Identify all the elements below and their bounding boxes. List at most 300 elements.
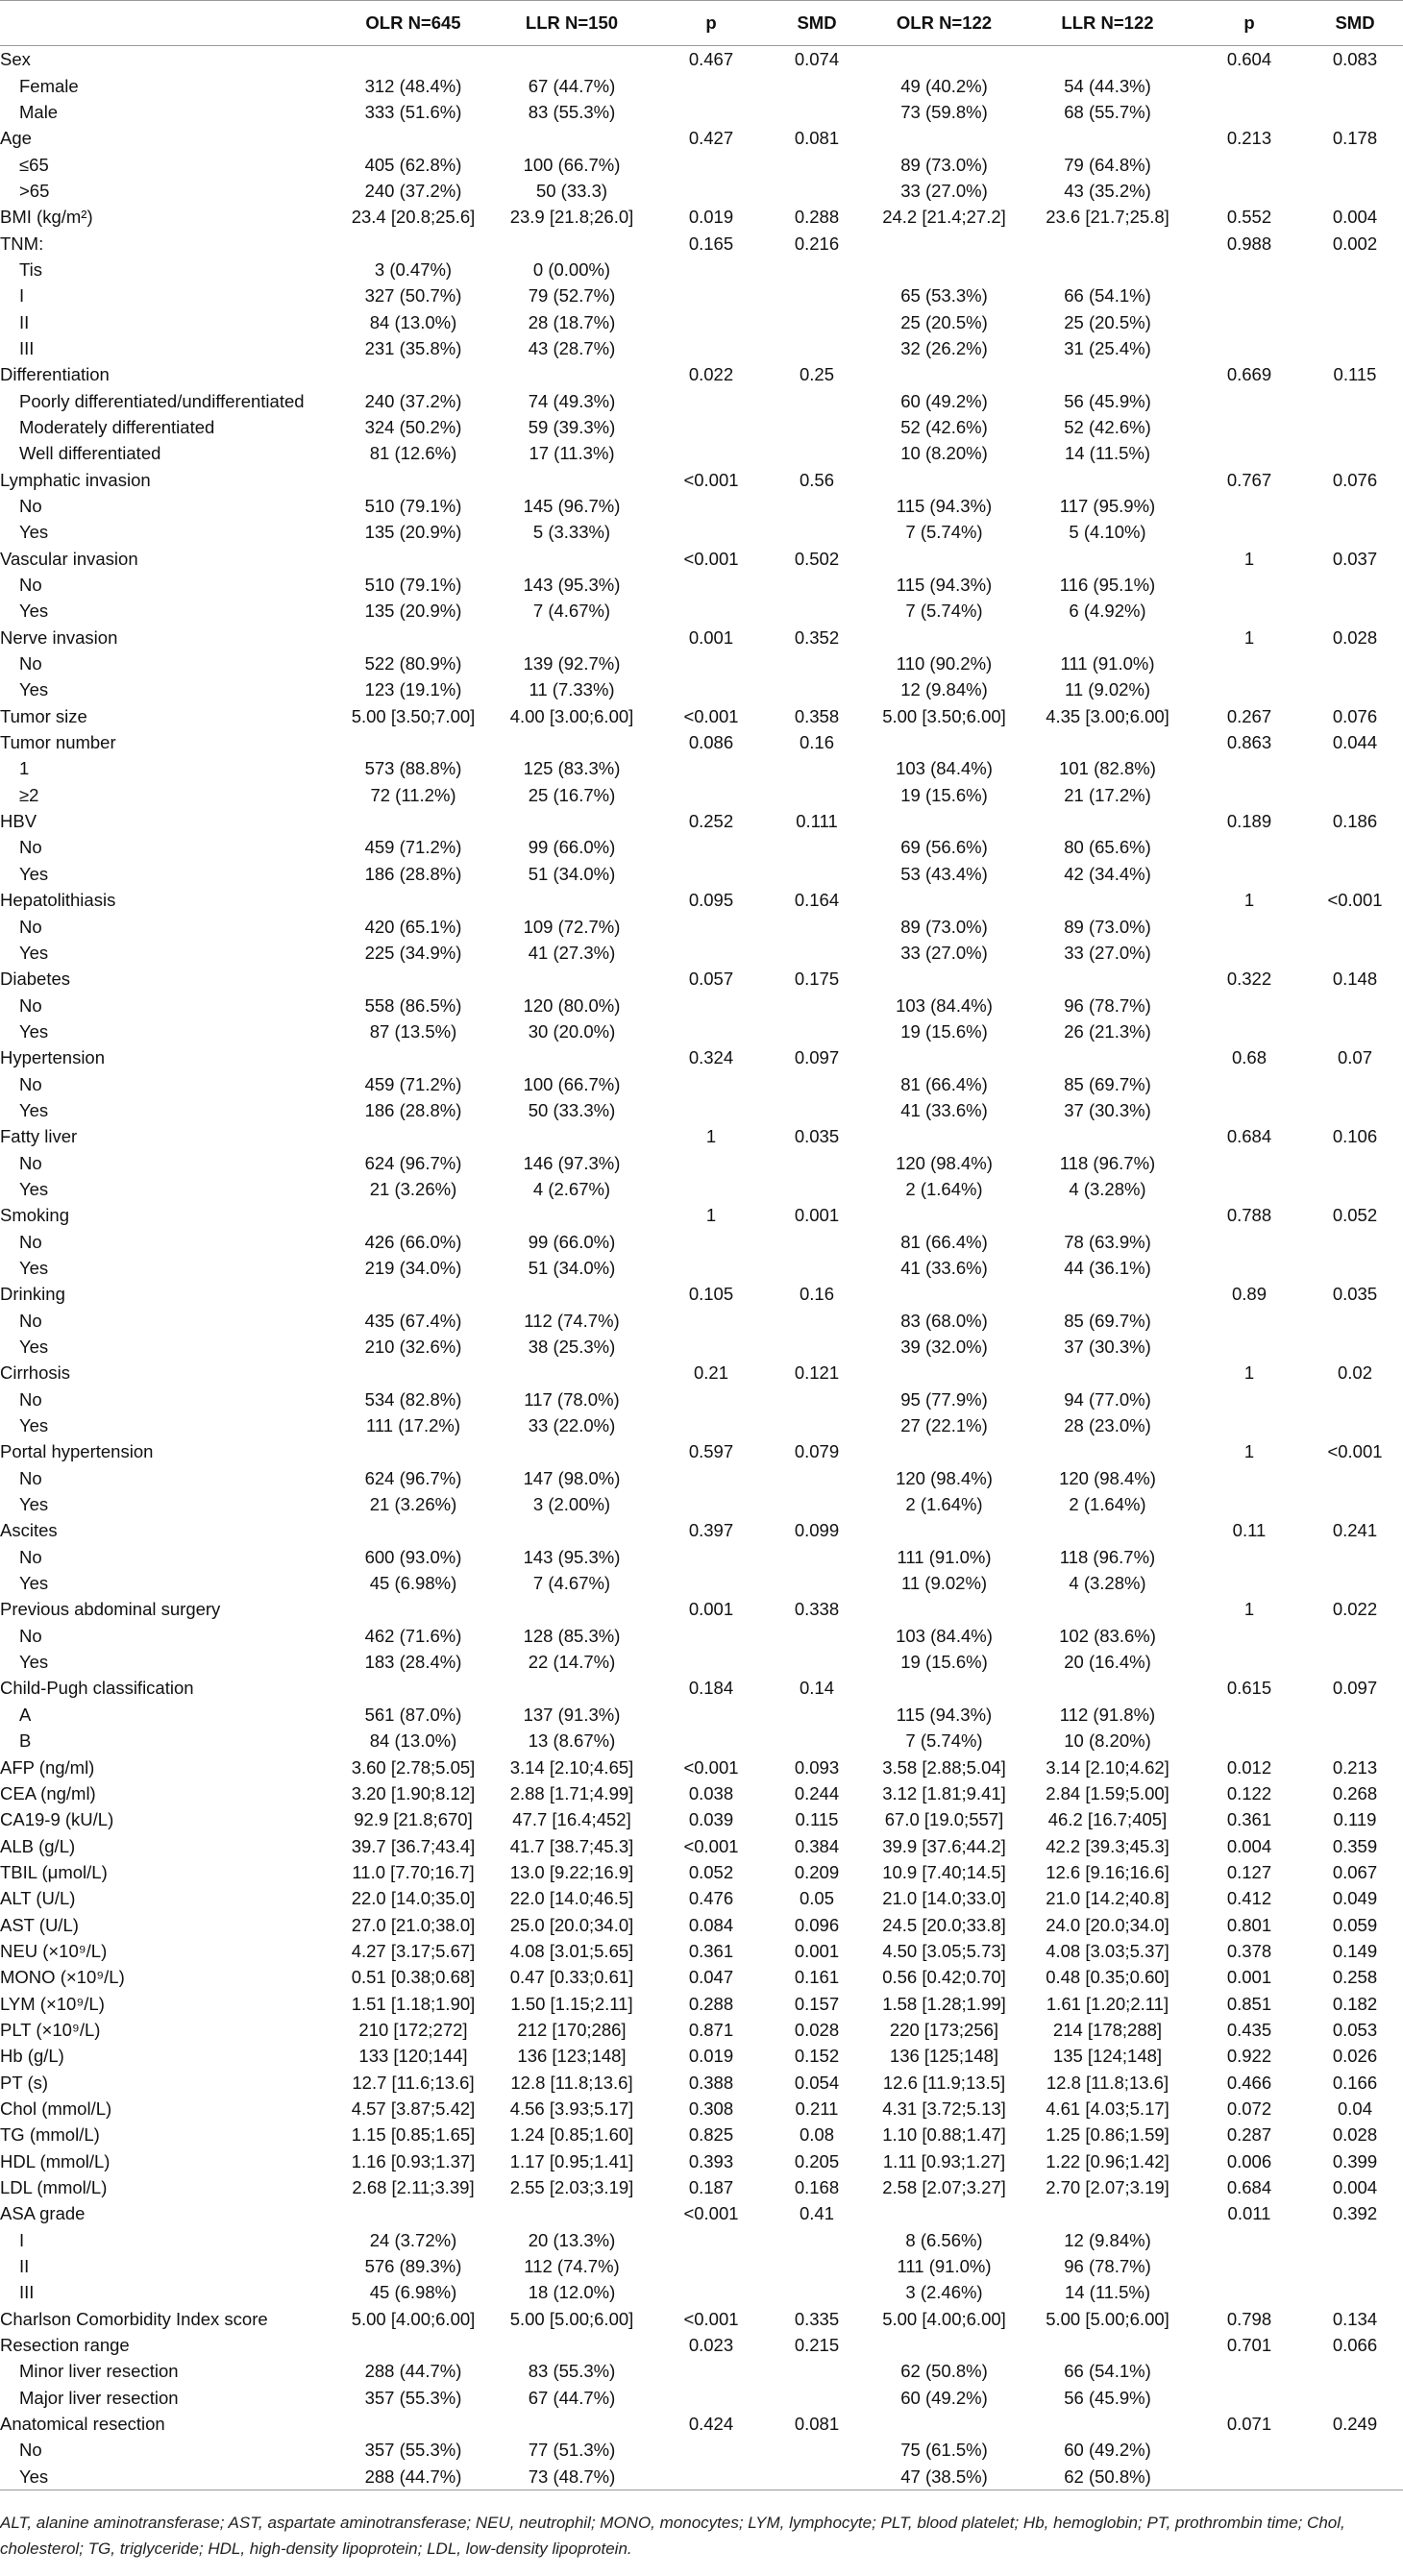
cell-smd-unmatched: 0.352 bbox=[794, 626, 840, 648]
cell-olr-unmatched bbox=[336, 230, 490, 256]
cell-smd-matched bbox=[1307, 282, 1403, 308]
table-row bbox=[0, 546, 1403, 572]
table-row bbox=[0, 2174, 1403, 2200]
cell-olr-unmatched: 312 (48.4%) bbox=[364, 75, 462, 96]
cell-llr-matched: 42 (34.4%) bbox=[1064, 863, 1151, 884]
table-row bbox=[0, 1702, 1403, 1728]
cell-olr-matched bbox=[865, 1044, 1023, 1070]
row-label: II bbox=[19, 2256, 30, 2277]
cell-p-unmatched bbox=[653, 1228, 769, 1254]
cell-llr-matched: 37 (30.3%) bbox=[1064, 1337, 1151, 1358]
cell-llr-unmatched: 3.14 [2.10;4.65] bbox=[509, 1756, 634, 1778]
cell-olr-matched: 111 (91.0%) bbox=[897, 1546, 992, 1567]
cell-smd-unmatched: 0.074 bbox=[794, 49, 840, 70]
cell-llr-unmatched: 5 (3.33%) bbox=[532, 522, 611, 543]
cell-olr-unmatched: 135 (20.9%) bbox=[364, 522, 462, 543]
table-row bbox=[0, 2017, 1403, 2043]
cell-llr-matched bbox=[1023, 2411, 1192, 2437]
cell-llr-matched: 56 (45.9%) bbox=[1064, 390, 1151, 411]
cell-smd-matched: 0.035 bbox=[1332, 1284, 1378, 1305]
cell-olr-matched: 60 (49.2%) bbox=[900, 390, 988, 411]
table-row bbox=[0, 1149, 1403, 1175]
table-row bbox=[0, 2200, 1403, 2226]
cell-llr-unmatched: 12.8 [11.8;13.6] bbox=[510, 2072, 633, 2093]
cell-llr-unmatched bbox=[490, 125, 653, 151]
cell-llr-unmatched: 137 (91.3%) bbox=[523, 1704, 621, 1725]
cell-smd-unmatched: 0.001 bbox=[794, 1940, 840, 1961]
cell-llr-unmatched bbox=[490, 2411, 653, 2437]
table-row bbox=[0, 2464, 1403, 2490]
cell-smd-unmatched bbox=[769, 1228, 865, 1254]
cell-smd-unmatched bbox=[769, 1334, 865, 1360]
cell-olr-unmatched: 327 (50.7%) bbox=[364, 285, 462, 307]
cell-p-matched: 0.287 bbox=[1226, 2124, 1272, 2146]
cell-p-matched: 0.552 bbox=[1226, 207, 1272, 228]
table-row bbox=[0, 414, 1403, 440]
cell-p-unmatched: <0.001 bbox=[683, 1756, 739, 1778]
cell-smd-matched: 0.059 bbox=[1332, 1914, 1378, 1935]
cell-olr-matched: 10.9 [7.40;14.5] bbox=[882, 1861, 1006, 1882]
cell-p-unmatched bbox=[653, 335, 769, 361]
cell-llr-matched: 89 (73.0%) bbox=[1064, 916, 1151, 937]
cell-p-matched bbox=[1192, 99, 1307, 125]
cell-smd-unmatched bbox=[769, 257, 865, 282]
cell-smd-matched bbox=[1307, 1176, 1403, 1202]
cell-smd-unmatched: 0.168 bbox=[794, 2177, 840, 2198]
cell-p-unmatched: 0.288 bbox=[688, 1993, 734, 2014]
cell-olr-unmatched: 111 (17.2%) bbox=[365, 1415, 461, 1436]
cell-olr-unmatched: 3.20 [1.90;8.12] bbox=[351, 1782, 476, 1803]
cell-p-unmatched bbox=[653, 1176, 769, 1202]
cell-p-unmatched bbox=[653, 1149, 769, 1175]
cell-smd-unmatched bbox=[769, 282, 865, 308]
cell-llr-matched: 4.61 [4.03;5.17] bbox=[1046, 2098, 1169, 2119]
cell-olr-unmatched: 435 (67.4%) bbox=[364, 1310, 462, 1331]
cell-olr-unmatched bbox=[336, 2200, 490, 2226]
table-row bbox=[0, 2043, 1403, 2069]
table-row bbox=[0, 2122, 1403, 2147]
cell-smd-matched: 0.04 bbox=[1337, 2098, 1372, 2119]
table-row bbox=[0, 1780, 1403, 1806]
cell-smd-matched: 0.053 bbox=[1332, 2019, 1378, 2040]
cell-p-matched bbox=[1192, 861, 1307, 887]
cell-llr-matched bbox=[1023, 46, 1192, 73]
row-label: Age bbox=[0, 128, 32, 149]
cell-p-matched: 0.127 bbox=[1226, 1861, 1272, 1882]
table-row bbox=[0, 1308, 1403, 1334]
cell-smd-unmatched: 0.164 bbox=[794, 890, 840, 911]
cell-p-matched bbox=[1192, 1570, 1307, 1596]
table-row bbox=[0, 2148, 1403, 2174]
cell-olr-unmatched: 1.15 [0.85;1.65] bbox=[351, 2124, 476, 2146]
cell-smd-unmatched bbox=[769, 335, 865, 361]
cell-olr-matched: 115 (94.3%) bbox=[896, 496, 993, 517]
cell-olr-matched: 111 (91.0%) bbox=[897, 2256, 992, 2277]
cell-smd-matched bbox=[1307, 2437, 1403, 2463]
cell-llr-unmatched: 23.9 [21.8;26.0] bbox=[509, 207, 634, 228]
cell-smd-matched bbox=[1307, 1649, 1403, 1675]
cell-olr-unmatched: 81 (12.6%) bbox=[369, 443, 457, 464]
row-label: CEA (ng/ml) bbox=[0, 1782, 96, 1803]
cell-llr-matched: 4 (3.28%) bbox=[1069, 1178, 1146, 1199]
table-row bbox=[0, 598, 1403, 624]
cell-olr-matched bbox=[865, 2332, 1023, 2358]
cell-llr-unmatched: 1.24 [0.85;1.60] bbox=[509, 2124, 634, 2146]
cell-p-unmatched: 0.057 bbox=[688, 969, 734, 990]
cell-p-unmatched bbox=[653, 2227, 769, 2253]
table-row bbox=[0, 808, 1403, 834]
cell-olr-unmatched: 210 [172;272] bbox=[358, 2019, 468, 2040]
cell-smd-matched bbox=[1307, 1623, 1403, 1649]
cell-olr-unmatched: 210 (32.6%) bbox=[364, 1337, 462, 1358]
table-row bbox=[0, 2385, 1403, 2411]
cell-smd-unmatched bbox=[769, 99, 865, 125]
cell-smd-unmatched: 0.244 bbox=[794, 1782, 840, 1803]
cell-smd-matched bbox=[1307, 99, 1403, 125]
table-row bbox=[0, 1832, 1403, 1858]
cell-smd-unmatched bbox=[769, 1570, 865, 1596]
cell-llr-matched: 94 (77.0%) bbox=[1064, 1388, 1151, 1410]
cell-p-unmatched: 0.001 bbox=[688, 626, 734, 648]
row-label: Portal hypertension bbox=[0, 1441, 154, 1462]
cell-smd-matched: 0.392 bbox=[1332, 2203, 1378, 2224]
cell-llr-matched bbox=[1023, 257, 1192, 282]
cell-p-matched bbox=[1192, 1255, 1307, 1281]
cell-olr-unmatched bbox=[336, 1044, 490, 1070]
cell-p-unmatched: 0.105 bbox=[688, 1284, 734, 1305]
cell-smd-unmatched bbox=[769, 72, 865, 98]
cell-smd-unmatched bbox=[769, 2464, 865, 2490]
cell-llr-matched: 96 (78.7%) bbox=[1064, 2256, 1151, 2277]
row-label: Male bbox=[19, 101, 59, 122]
cell-olr-matched: 41 (33.6%) bbox=[900, 1257, 988, 1278]
cell-p-unmatched: 0.324 bbox=[688, 1047, 734, 1068]
table-row bbox=[0, 2332, 1403, 2358]
cell-p-unmatched bbox=[653, 1018, 769, 1044]
header-p-matched: p bbox=[1192, 1, 1307, 46]
table-row bbox=[0, 125, 1403, 151]
cell-smd-unmatched bbox=[769, 1623, 865, 1649]
cell-llr-matched: 14 (11.5%) bbox=[1064, 2282, 1151, 2303]
cell-smd-unmatched bbox=[769, 440, 865, 466]
cell-llr-matched: 96 (78.7%) bbox=[1064, 994, 1151, 1016]
cell-olr-matched: 65 (53.3%) bbox=[900, 285, 988, 307]
cell-olr-matched: 62 (50.8%) bbox=[900, 2361, 988, 2382]
cell-smd-matched bbox=[1307, 2358, 1403, 2384]
cell-llr-unmatched: 33 (22.0%) bbox=[528, 1415, 616, 1436]
cell-olr-matched: 33 (27.0%) bbox=[900, 180, 988, 201]
row-label: No bbox=[19, 1467, 42, 1488]
cell-smd-unmatched: 0.097 bbox=[794, 1047, 840, 1068]
cell-llr-matched bbox=[1023, 546, 1192, 572]
cell-p-matched bbox=[1192, 1623, 1307, 1649]
row-label: I bbox=[19, 285, 25, 307]
cell-smd-unmatched bbox=[769, 1018, 865, 1044]
table-row bbox=[0, 755, 1403, 781]
cell-llr-unmatched: 128 (85.3%) bbox=[523, 1625, 621, 1646]
cell-olr-unmatched: 600 (93.0%) bbox=[364, 1546, 462, 1567]
cell-smd-matched bbox=[1307, 414, 1403, 440]
cell-olr-matched: 115 (94.3%) bbox=[896, 1704, 993, 1725]
row-label: PT (s) bbox=[0, 2072, 49, 2093]
cell-olr-matched: 73 (59.8%) bbox=[900, 101, 988, 122]
cell-llr-unmatched: 83 (55.3%) bbox=[528, 2361, 616, 2382]
cell-llr-unmatched: 4 (2.67%) bbox=[532, 1178, 611, 1199]
cell-p-unmatched bbox=[653, 861, 769, 887]
cell-olr-matched: 81 (66.4%) bbox=[900, 1231, 988, 1252]
cell-llr-unmatched: 67 (44.7%) bbox=[528, 2387, 616, 2408]
row-label: No bbox=[19, 1625, 42, 1646]
cell-llr-matched: 4.35 [3.00;6.00] bbox=[1046, 705, 1169, 726]
table-row bbox=[0, 572, 1403, 598]
header-p-unmatched: p bbox=[653, 1, 769, 46]
row-label: AST (U/L) bbox=[0, 1914, 79, 1935]
table-row bbox=[0, 1281, 1403, 1307]
cell-llr-matched bbox=[1023, 887, 1192, 913]
cell-smd-unmatched: 0.054 bbox=[794, 2072, 840, 2093]
cell-p-matched bbox=[1192, 1412, 1307, 1438]
cell-olr-unmatched: 1.16 [0.93;1.37] bbox=[351, 2150, 476, 2171]
cell-olr-matched: 115 (94.3%) bbox=[896, 575, 993, 596]
cell-llr-unmatched: 51 (34.0%) bbox=[528, 1257, 616, 1278]
row-label: Poorly differentiated/undifferentiated bbox=[19, 390, 305, 411]
cell-olr-unmatched: 624 (96.7%) bbox=[364, 1152, 462, 1173]
cell-olr-unmatched bbox=[336, 1281, 490, 1307]
row-label: II bbox=[19, 311, 30, 332]
row-label: Yes bbox=[19, 1415, 49, 1436]
cell-llr-matched: 101 (82.8%) bbox=[1059, 758, 1156, 779]
cell-p-unmatched: <0.001 bbox=[683, 2308, 739, 2329]
table-row bbox=[0, 782, 1403, 808]
cell-smd-matched: 0.241 bbox=[1332, 1520, 1378, 1541]
table-row bbox=[0, 46, 1403, 73]
cell-p-matched bbox=[1192, 1649, 1307, 1675]
cell-olr-unmatched: 534 (82.8%) bbox=[364, 1388, 462, 1410]
cell-p-unmatched: 0.184 bbox=[688, 1678, 734, 1699]
cell-olr-unmatched bbox=[336, 1675, 490, 1701]
cell-p-matched bbox=[1192, 676, 1307, 702]
cell-smd-unmatched bbox=[769, 1465, 865, 1491]
cell-p-unmatched: 0.361 bbox=[688, 1940, 734, 1961]
cell-p-matched bbox=[1192, 2464, 1307, 2490]
cell-p-matched bbox=[1192, 1702, 1307, 1728]
cell-olr-matched: 47 (38.5%) bbox=[865, 2464, 1023, 2490]
cell-smd-unmatched bbox=[769, 1412, 865, 1438]
cell-p-unmatched: 0.086 bbox=[688, 732, 734, 753]
table-row bbox=[0, 440, 1403, 466]
cell-llr-unmatched: 125 (83.3%) bbox=[523, 758, 621, 779]
cell-smd-unmatched: 0.384 bbox=[794, 1835, 840, 1856]
cell-olr-matched: 11 (9.02%) bbox=[900, 1573, 988, 1594]
cell-smd-matched: 0.134 bbox=[1332, 2308, 1378, 2329]
cell-olr-unmatched: 186 (28.8%) bbox=[364, 863, 462, 884]
cell-p-matched: 0.189 bbox=[1226, 811, 1272, 832]
cell-olr-unmatched: 87 (13.5%) bbox=[369, 1020, 457, 1042]
table-row bbox=[0, 1412, 1403, 1438]
row-label: Child-Pugh classification bbox=[0, 1678, 194, 1699]
cell-olr-unmatched: 624 (96.7%) bbox=[364, 1467, 462, 1488]
cell-llr-unmatched bbox=[490, 1517, 653, 1543]
header-llr-unmatched: LLR N=150 bbox=[490, 1, 653, 46]
cell-olr-matched: 7 (5.74%) bbox=[905, 601, 983, 622]
cell-smd-unmatched: 0.335 bbox=[794, 2308, 840, 2329]
cell-olr-unmatched: 558 (86.5%) bbox=[364, 994, 462, 1016]
cell-p-matched: 0.669 bbox=[1226, 364, 1272, 385]
row-label: No bbox=[19, 653, 42, 675]
cell-smd-matched: 0.076 bbox=[1332, 469, 1378, 490]
cell-p-matched: 0.89 bbox=[1231, 1284, 1267, 1305]
cell-llr-unmatched: 99 (66.0%) bbox=[528, 837, 616, 858]
cell-llr-matched: 14 (11.5%) bbox=[1064, 443, 1151, 464]
cell-p-matched bbox=[1192, 1149, 1307, 1175]
cell-smd-matched: 0.066 bbox=[1332, 2335, 1378, 2356]
cell-olr-unmatched: 27.0 [21.0;38.0] bbox=[351, 1914, 476, 1935]
cell-p-matched bbox=[1192, 992, 1307, 1018]
cell-p-matched bbox=[1192, 1018, 1307, 1044]
cell-llr-unmatched: 47.7 [16.4;452] bbox=[512, 1809, 631, 1830]
cell-smd-matched bbox=[1307, 782, 1403, 808]
cell-olr-unmatched: 576 (89.3%) bbox=[364, 2256, 462, 2277]
table-row bbox=[0, 861, 1403, 887]
cell-llr-matched: 112 (91.8%) bbox=[1059, 1704, 1156, 1725]
row-label: Hepatolithiasis bbox=[0, 890, 116, 911]
cell-smd-unmatched: 0.215 bbox=[794, 2335, 840, 2356]
cell-smd-unmatched: 0.14 bbox=[799, 1678, 834, 1699]
cell-smd-unmatched: 0.175 bbox=[794, 969, 840, 990]
cell-olr-unmatched: 123 (19.1%) bbox=[364, 679, 462, 700]
cell-smd-matched bbox=[1307, 1018, 1403, 1044]
cell-llr-unmatched: 100 (66.7%) bbox=[523, 154, 621, 175]
header-label bbox=[0, 1, 336, 46]
table-row bbox=[0, 2279, 1403, 2305]
cell-p-matched bbox=[1192, 2385, 1307, 2411]
cell-p-matched bbox=[1192, 940, 1307, 966]
cell-olr-matched bbox=[865, 1596, 1023, 1622]
cell-smd-unmatched: 0.081 bbox=[794, 128, 840, 149]
cell-smd-unmatched bbox=[769, 572, 865, 598]
table-row bbox=[0, 178, 1403, 204]
cell-olr-matched bbox=[865, 1202, 1023, 1228]
row-label: Yes bbox=[19, 942, 49, 963]
cell-olr-matched bbox=[865, 1281, 1023, 1307]
cell-llr-unmatched: 20 (13.3%) bbox=[528, 2229, 616, 2250]
cell-llr-matched bbox=[1023, 808, 1192, 834]
cell-llr-matched bbox=[1023, 125, 1192, 151]
row-label: No bbox=[19, 1231, 42, 1252]
cell-llr-matched bbox=[1023, 1517, 1192, 1543]
cell-olr-unmatched bbox=[336, 46, 490, 73]
cell-p-matched bbox=[1192, 335, 1307, 361]
cell-llr-unmatched: 38 (25.3%) bbox=[528, 1337, 616, 1358]
cell-smd-unmatched bbox=[769, 834, 865, 860]
row-label: HBV bbox=[0, 811, 37, 832]
cell-olr-unmatched: 1.51 [1.18;1.90] bbox=[351, 1993, 476, 2014]
cell-llr-unmatched: 112 (74.7%) bbox=[524, 2256, 620, 2277]
row-label: Tumor number bbox=[0, 732, 116, 753]
cell-p-unmatched bbox=[653, 598, 769, 624]
cell-smd-matched bbox=[1307, 1255, 1403, 1281]
table-row bbox=[0, 676, 1403, 702]
cell-llr-unmatched bbox=[490, 808, 653, 834]
cell-p-matched: 0.788 bbox=[1226, 1205, 1272, 1226]
table-row bbox=[0, 2253, 1403, 2279]
cell-olr-unmatched bbox=[336, 1517, 490, 1543]
cell-llr-matched: 4.08 [3.03;5.37] bbox=[1046, 1940, 1169, 1961]
cell-olr-unmatched: 333 (51.6%) bbox=[364, 101, 462, 122]
table-row bbox=[0, 1885, 1403, 1911]
cell-olr-unmatched: 135 (20.9%) bbox=[364, 601, 462, 622]
cell-olr-unmatched bbox=[336, 2332, 490, 2358]
cell-p-matched bbox=[1192, 493, 1307, 519]
cell-llr-matched bbox=[1023, 1675, 1192, 1701]
cell-p-unmatched bbox=[653, 572, 769, 598]
table-row bbox=[0, 230, 1403, 256]
cell-smd-matched bbox=[1307, 2227, 1403, 2253]
cell-llr-matched: 42.2 [39.3;45.3] bbox=[1046, 1835, 1169, 1856]
row-label: LDL (mmol/L) bbox=[0, 2177, 108, 2198]
cell-smd-unmatched: 0.111 bbox=[796, 811, 838, 832]
cell-olr-unmatched: 357 (55.3%) bbox=[364, 2387, 462, 2408]
cell-llr-matched: 66 (54.1%) bbox=[1064, 2361, 1151, 2382]
cell-olr-matched: 2 (1.64%) bbox=[905, 1178, 983, 1199]
row-label: No bbox=[19, 575, 42, 596]
cell-p-matched: 0.798 bbox=[1226, 2308, 1272, 2329]
cell-olr-matched: 41 (33.6%) bbox=[900, 1099, 988, 1120]
cell-olr-unmatched: 133 [120;144] bbox=[358, 2046, 468, 2067]
cell-llr-matched: 4 (3.28%) bbox=[1069, 1573, 1146, 1594]
cell-olr-unmatched: 219 (34.0%) bbox=[364, 1257, 462, 1278]
cell-smd-matched: 0.213 bbox=[1332, 1756, 1378, 1778]
cell-p-unmatched bbox=[653, 2253, 769, 2279]
table-row bbox=[0, 2096, 1403, 2122]
row-label: I bbox=[19, 2229, 25, 2250]
cell-llr-matched: 26 (21.3%) bbox=[1064, 1020, 1151, 1042]
cell-smd-matched bbox=[1307, 1702, 1403, 1728]
cell-smd-matched: 0.076 bbox=[1332, 705, 1378, 726]
cell-smd-unmatched: 0.093 bbox=[794, 1756, 840, 1778]
cell-p-unmatched bbox=[653, 2464, 769, 2490]
cell-olr-matched: 103 (84.4%) bbox=[896, 758, 993, 779]
cell-smd-matched bbox=[1307, 1570, 1403, 1596]
cell-smd-matched: 0.359 bbox=[1332, 1835, 1378, 1856]
row-label: No bbox=[19, 994, 42, 1016]
cell-llr-matched: 12.8 [11.8;13.6] bbox=[1046, 2072, 1169, 2093]
cell-olr-matched: 89 (73.0%) bbox=[900, 154, 988, 175]
cell-llr-matched bbox=[1023, 1202, 1192, 1228]
cell-p-unmatched: 0.393 bbox=[688, 2150, 734, 2171]
cell-llr-unmatched bbox=[490, 729, 653, 755]
cell-p-matched: 0.11 bbox=[1232, 1520, 1267, 1541]
cell-llr-unmatched: 136 [123;148] bbox=[517, 2046, 627, 2067]
cell-olr-matched bbox=[865, 1675, 1023, 1701]
cell-p-unmatched bbox=[653, 834, 769, 860]
cell-llr-matched: 21.0 [14.2;40.8] bbox=[1046, 1888, 1169, 1909]
cell-olr-matched: 83 (68.0%) bbox=[900, 1310, 988, 1331]
cell-smd-unmatched: 0.028 bbox=[794, 2019, 840, 2040]
cell-p-matched: 0.684 bbox=[1226, 1126, 1272, 1147]
cell-olr-unmatched: 231 (35.8%) bbox=[364, 337, 462, 358]
cell-smd-unmatched bbox=[769, 861, 865, 887]
cell-p-unmatched bbox=[653, 2279, 769, 2305]
cell-llr-unmatched: 43 (28.7%) bbox=[528, 337, 616, 358]
cell-llr-matched: 80 (65.6%) bbox=[1064, 837, 1151, 858]
cell-smd-matched: 0.067 bbox=[1332, 1861, 1378, 1882]
cell-olr-unmatched: 45 (6.98%) bbox=[369, 1573, 457, 1594]
cell-olr-matched: 24.5 [20.0;33.8] bbox=[882, 1914, 1006, 1935]
cell-olr-unmatched: 5.00 [4.00;6.00] bbox=[351, 2308, 476, 2329]
cell-p-unmatched: 0.095 bbox=[688, 890, 734, 911]
cell-p-matched bbox=[1192, 151, 1307, 177]
